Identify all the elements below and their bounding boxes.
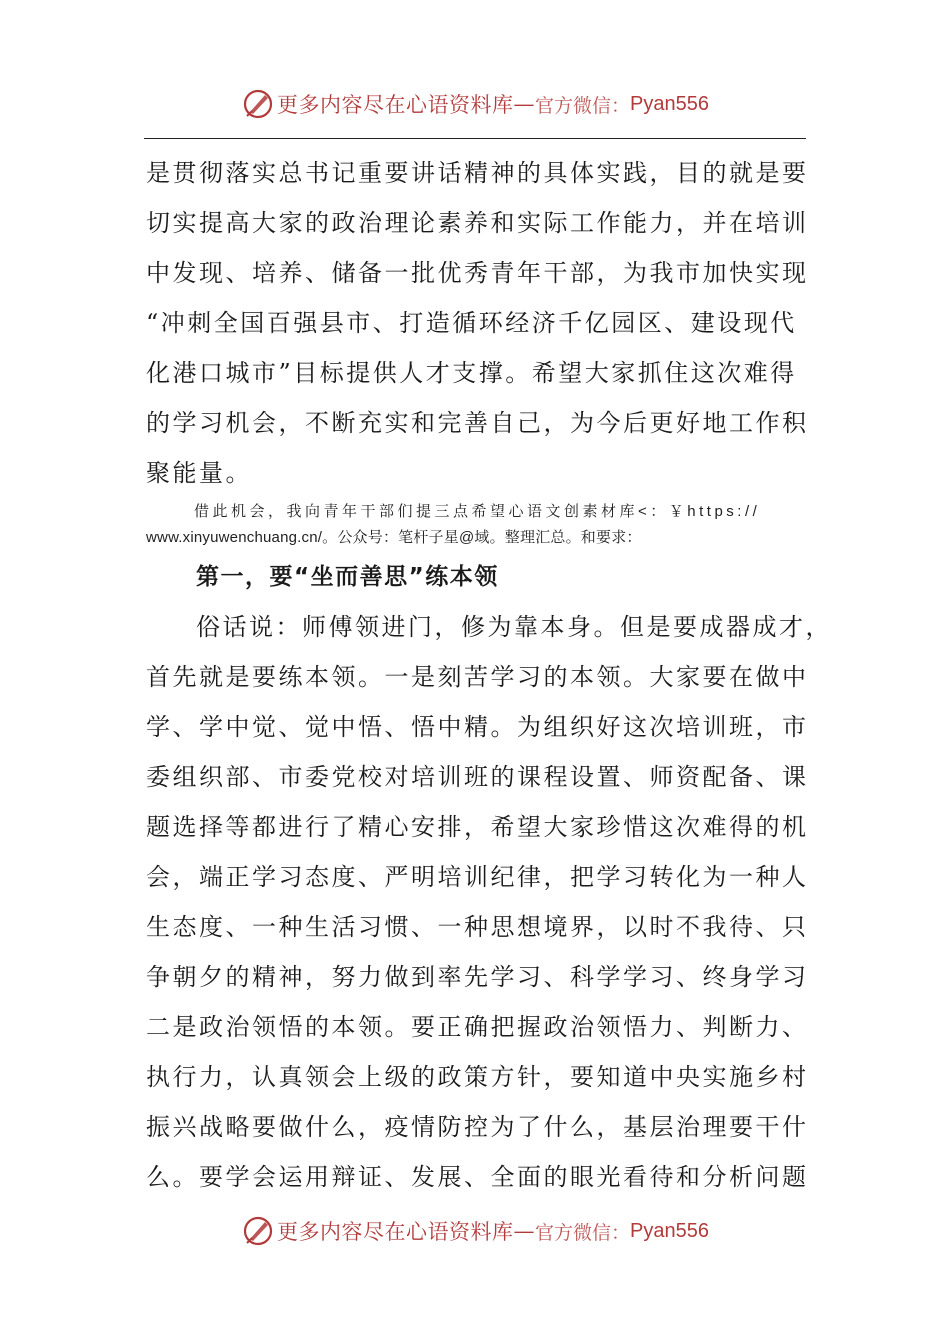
text-line: 生态度、一种生活习惯、一种思想境界，以时不我待、只 (146, 913, 809, 941)
text-line: 委组织部、市委党校对培训班的课程设置、师资配备、课 (146, 763, 809, 791)
text-line: 是贯彻落实总书记重要讲话精神的具体实践，目的就是要 (146, 159, 809, 187)
text-line: 首先就是要练本领。一是刻苦学习的本领。大家要在做中 (146, 663, 809, 691)
text-line: 学、学中觉、觉中悟、悟中精。为组织好这次培训班，市 (146, 713, 809, 741)
text-line: 化港口城市”目标提供人才支撑。希望大家抓住这次难得 (146, 359, 797, 387)
banner-dash: — (513, 92, 535, 116)
header-divider (144, 138, 806, 139)
text-line: 题选择等都进行了精心安排，希望大家珍惜这次难得的机 (146, 813, 809, 841)
text-line: 执行力，认真领会上级的政策方针，要知道中央实施乡村 (146, 1063, 809, 1091)
paragraph-2 (146, 602, 832, 1202)
banner-wechat-id: Pyan556 (630, 1219, 709, 1242)
note-line: 借此机会，我向青年干部们提三点希望心语文创素材库<：￥https:// (194, 503, 761, 520)
text-line: 的学习机会，不断充实和完善自己，为今后更好地工作积 (146, 409, 809, 437)
text-line: 切实提高大家的政治理论素养和实际工作能力，并在培训 (146, 209, 809, 237)
section-heading: 第一，要“坐而善思”练本领 (196, 564, 499, 590)
banner-main-text: 更多内容尽在心语资料库 (277, 93, 514, 117)
text-line: “冲刺全国百强县市、打造循环经济千亿园区、建设现代 (146, 309, 797, 337)
note-line: www.xinyuwenchuang.cn/。公众号：笔杆子星@域。整理汇总。和要求： (146, 529, 642, 546)
header-banner (0, 84, 950, 124)
text-line: 聚能量。 (146, 459, 252, 487)
text-line: 么。要学会运用辩证、发展、全面的眼光看待和分析问题 (146, 1163, 809, 1191)
inserted-note (146, 499, 810, 551)
footer-banner (0, 1211, 950, 1251)
banner-dash: — (513, 1219, 535, 1243)
text-line: 二是政治领悟的本领。要正确把握政治领悟力、判断力、 (146, 1013, 809, 1041)
text-line: 中发现、培养、储备一批优秀青年干部，为我市加快实现 (146, 259, 809, 287)
banner-wechat-label: 官方微信： (535, 1221, 631, 1244)
document-body (146, 148, 832, 1202)
banner-main-text: 更多内容尽在心语资料库 (277, 1220, 514, 1244)
text-line: 会，端正学习态度、严明培训纪律，把学习转化为一种人 (146, 863, 809, 891)
banner-wechat-id: Pyan556 (630, 92, 709, 115)
banner-wechat-label: 官方微信： (535, 94, 631, 117)
text-line: 振兴战略要做什么，疫情防控为了什么，基层治理要干什 (146, 1113, 809, 1141)
text-line: 俗话说：师傅领进门，修为靠本身。但是要成器成才， (196, 613, 832, 641)
text-line: 争朝夕的精神，努力做到率先学习、科学学习、终身学习 (146, 963, 809, 991)
pen-logo-icon (241, 1214, 275, 1248)
paragraph-1 (146, 148, 810, 498)
pen-logo-icon (241, 87, 275, 121)
